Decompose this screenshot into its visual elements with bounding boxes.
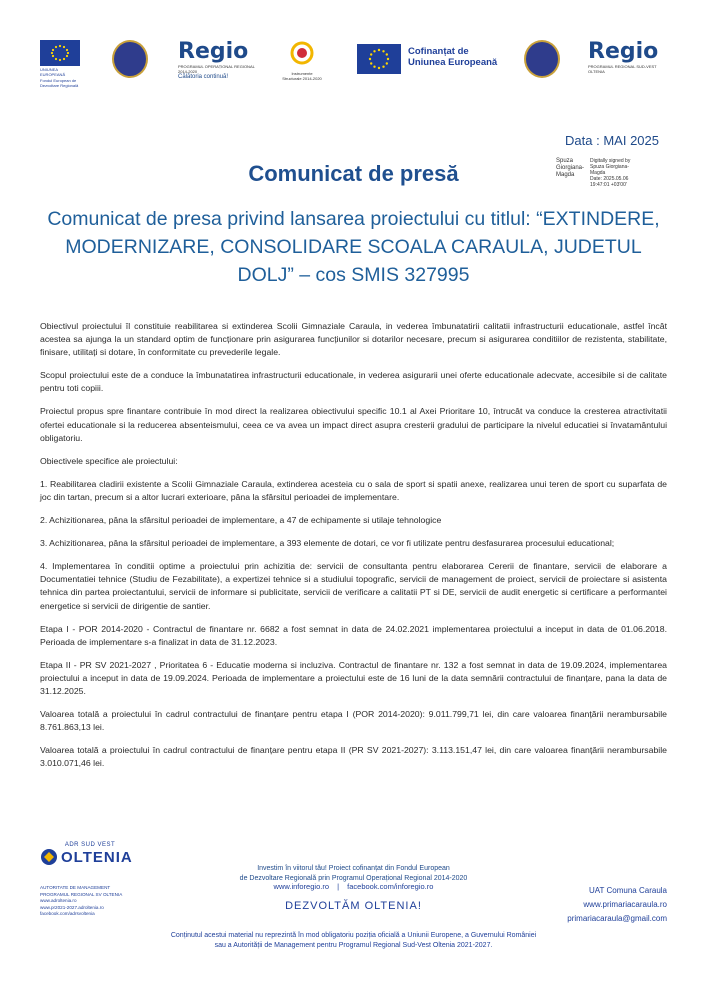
regio-left-slogan: Călătoria continuă!: [178, 74, 229, 80]
facebook-link[interactable]: facebook.com/inforegio.ro: [347, 882, 434, 891]
management-authority-info: [40, 885, 122, 918]
disclaimer-line2: sau a Autorității de Management pentru Programul Regional Sud-Vest Oltenia 2021-2027.: [214, 942, 493, 949]
adr-oltenia-logo: [40, 842, 140, 866]
inforegio-link[interactable]: www.inforegio.ro: [273, 882, 329, 891]
signature-name-line: Spuza: [556, 158, 574, 164]
cofin-line2: Uniunea Europeană: [408, 57, 498, 68]
paragraph: Valoarea totală a proiectului în cadrul contractului de finanțare pentru etapa I (POR 2014-2020): 9.011.799,71 lei, din care valoarea finanțării nerambursabile 8.761.863,13 lei.: [40, 709, 667, 733]
eu-fund-caption: Fondul European de Dezvoltare Regională: [40, 78, 79, 88]
uat-info: [567, 884, 667, 926]
press-release-body: [40, 320, 667, 780]
authority-line: PROGRAMUL REGIONAL SV OLTENIA: [40, 891, 123, 897]
footer-links: [200, 882, 507, 891]
invest-line1: Investim în viitorul tău! Proiect cofinanțat din Fondul European: [257, 865, 450, 872]
regio-left-tagline: PROGRAMUL OPERAȚIONAL REGIONAL 2014-2020: [178, 64, 255, 74]
page-subtitle: Comunicat de presa privind lansarea proiectului cu titlul: “EXTINDERE, MODERNIZARE, CONSOLIDARE SCOALA CARAULA, JUDETUL DOLJ” – cos SMIS 327995: [47, 208, 660, 286]
paragraph: 3. Achizitionarea, pâna la sfârsitul perioadei de implementare, a 393 elemente de dotari, ce vor fi utilizate pentru desfasurarea procesului educational;: [40, 538, 615, 549]
signature-detail-line: Digitally signed by: [590, 158, 631, 164]
structural-instruments-logo: [282, 40, 322, 81]
date-label: Data : MAI 2025: [565, 133, 659, 148]
regio-logo-right: [588, 40, 668, 74]
oltenia-emblem-icon: [40, 848, 58, 866]
investment-statement: [200, 864, 507, 884]
footer-slogan: DEZVOLTĂM OLTENIA!: [285, 900, 422, 912]
eu-logo: [40, 40, 80, 88]
regio-right-tagline: PROGRAMUL REGIONAL SUD-VEST OLTENIA: [588, 64, 657, 74]
romania-government-crest-icon-2: [524, 40, 560, 78]
link-separator: |: [337, 882, 340, 891]
paragraph: Etapa I - POR 2014-2020 - Contractul de finantare nr. 6682 a fost semnat in data de 24.02.2021 implementarea proiectului a inceput in data de 01.06.2018. Perioada de implementare s-a finalizat in data de 31.12.2023.: [40, 623, 667, 647]
structural-instruments-icon: [287, 40, 317, 66]
authority-line: AUTORITATE DE MANAGEMENT: [40, 885, 111, 890]
paragraph: Scopul proiectului este de a conduce la îmbunatatirea infrastructurii educationale, in vederea asigurarii unei oferte educationale adecvate, accesibile si de calitate pentru toti copiii.: [40, 370, 667, 394]
cofin-line1: Cofinanțat de: [408, 46, 469, 57]
paragraph: 1. Reabilitarea cladirii existente a Scolii Gimnaziale Caraula, extinderea acesteia cu o sala de sport si spatii anexe, realizarea unui teren de sport cu suparfata de joc din tartan, precum si a altor lucrari exterioare, pâna la sfârsitul perioadei de implementare.: [40, 478, 667, 502]
paragraph: Proiectul propus spre finantare contribuie în mod direct la realizarea obiectivului specific 10.1 al Axei Prioritare 10, întrucât va conduce la cresterea atractivitatii ofertei educationale si la reducerea absenteismului, ceea ce va avea un impact direct asupra cresterii gradului de participare la nivelul educatiei si învatamântului obligatoriu.: [40, 406, 667, 443]
uat-email-link[interactable]: primariacaraula@gmail.com: [567, 914, 667, 923]
paragraph: Obiectivele specifice ale proiectului:: [40, 455, 178, 466]
paragraph: 4. Implementarea în conditii optime a proiectului prin achizitia de: servicii de consultanta pentru elaborarea Cererii de finantare, servicii de elaborare a Documentatiei tehnice (Studiu de Fezabilitate), a expertizei tehnice si a studiului topografic, servicii de management de proiect, servicii de proiectare si asistenta tehnica din partea proiectantului, servicii de informare si publicitate, servicii de verificare a calitatii PT si DE, servicii de audit energetic si certificare a performantei energetice si servicii de dirigentie de santier.: [40, 561, 667, 611]
disclaimer-line1: Conținutul acestui material nu reprezintă în mod obligatoriu poziția oficială a Uniunii Europene, a Guvernului României: [170, 932, 537, 939]
signature-name-line: Giorgiana-: [556, 165, 585, 171]
regio-logo-left: [178, 40, 258, 80]
authority-line[interactable]: www.adroltenia.ro: [40, 898, 77, 903]
signature-detail-line: 19:47:01 +03'00': [590, 182, 627, 188]
regio-right-name: Regio: [588, 39, 659, 64]
signature-name-line: Magda: [556, 172, 575, 178]
paragraph: 2. Achizitionarea, pâna la sfârsitul perioadei de implementare, a 47 de echipamente si utilaje tehnologice: [40, 515, 442, 526]
romania-government-crest-icon: [112, 40, 148, 78]
authority-line[interactable]: www.pr2021-2027.adroltenia.ro: [40, 904, 104, 910]
cofin-eu-flag-icon: [357, 44, 401, 74]
invest-line2: de Dezvoltare Regională prin Programul Operațional Regional 2014-2020: [239, 875, 468, 882]
paragraph: Valoarea totală a proiectului în cadrul contractului de finanțare pentru etapa II (PR SV 2021-2027): 3.113.151,47 lei, din care valoarea finanțării nerambursabile 3.010.071,46 lei.: [40, 745, 667, 769]
paragraph: Etapa II - PR SV 2021-2027 , Prioritatea 6 - Educatie moderna si incluziva. Contractul de finantare nr. 132 a fost semnat in data de 19.09.2024, implementarea proiectului a inceput in data de 19.09.2024. Perioada de implementare a proiectului este de 16 luni de la data semnării contractului de finanțare, pana la data de 31.12.2025.: [40, 659, 667, 696]
signature-detail-line: Magda: [590, 170, 606, 176]
oltenia-label: OLTENIA: [61, 848, 133, 866]
eu-flag-icon: [40, 40, 80, 66]
paragraph: Obiectivul proiectului îl constituie reabilitarea si extinderea Scolii Gimnaziale Caraula, in vederea îmbunatatirii calitatii infrastructurii educationale, astfel încât acestea sa ajunga la un standard optim de funcționare prin asigurarea funcțiunilor si dotarilor necesare, precum si asigurarea conditiilor de rezistenta, stabilitate, finisare, utilitați si dotare, în conformitate cu prevederile legale.: [40, 321, 667, 358]
disclaimer: [60, 931, 647, 951]
uat-site-link[interactable]: www.primariacaraula.ro: [583, 900, 667, 909]
page-title: Comunicat de presă: [248, 161, 459, 186]
signature-detail-line: Spuza Giorgiana-: [590, 164, 629, 170]
eu-caption: UNIUNEA EUROPEANĂ: [40, 67, 66, 77]
cofin-text: [408, 46, 497, 68]
regio-left-name: Regio: [178, 39, 249, 64]
authority-line[interactable]: facebook.com/adrsvoltenia: [40, 911, 95, 916]
instruments-caption: Instrumente Structurale 2014-2020: [282, 71, 322, 81]
uat-name: UAT Comuna Caraula: [589, 886, 667, 895]
signature-detail-line: Date: 2025.05.06: [590, 176, 629, 182]
adr-label: ADR SUD VEST: [64, 842, 116, 848]
